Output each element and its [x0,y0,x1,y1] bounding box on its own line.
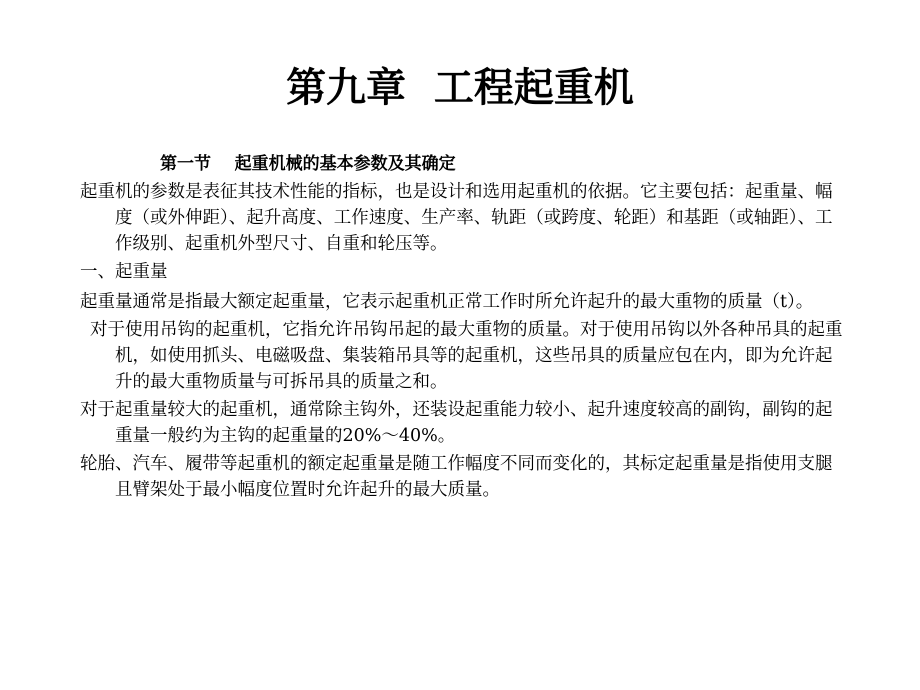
paragraph-parameters-overview: 起重机的参数是表征其技术性能的指标，也是设计和选用起重机的依据。它主要包括：起重量、幅度（或外伸距）、起升高度、工作速度、生产率、轨距（或跨度、轮距）和基距（或轴距）、工作级别、起重机外型尺寸、自重和轮压等。 [80,182,833,254]
slide-title: 第九章 工程起重机 [286,65,634,111]
section-heading: 第一节 起重机械的基本参数及其确定 [160,154,456,174]
paragraph-auxiliary-hook: 对于起重量较大的起重机，通常除主钩外，还装设起重能力较小、起升速度较高的副钩，副钩的起重量一般约为主钩的起重量的20%～40%。 [80,400,833,446]
paragraph-capacity-definition: 起重量通常是指最大额定起重量，它表示起重机正常工作时所允许起升的最大重物的质量（t）。 [80,292,814,312]
paragraph-hook-cranes: 对于使用吊钩的起重机，它指允许吊钩吊起的最大重物的质量。对于使用吊钩以外各种吊具的起重机，如使用抓头、电磁吸盘、集装箱吊具等的起重机，这些吊具的质量应包在内，即为允许起升的最大重物质量与可拆吊具的质量之和。 [90,320,843,392]
subheading-lifting-capacity: 一、起重量 [80,262,168,282]
slide-body [80,179,845,505]
paragraph-mobile-cranes: 轮胎、汽车、履带等起重机的额定起重量是随工作幅度不同而变化的，其标定起重量是指使用支腿且臂架处于最小幅度位置时允许起升的最大质量。 [80,454,833,500]
